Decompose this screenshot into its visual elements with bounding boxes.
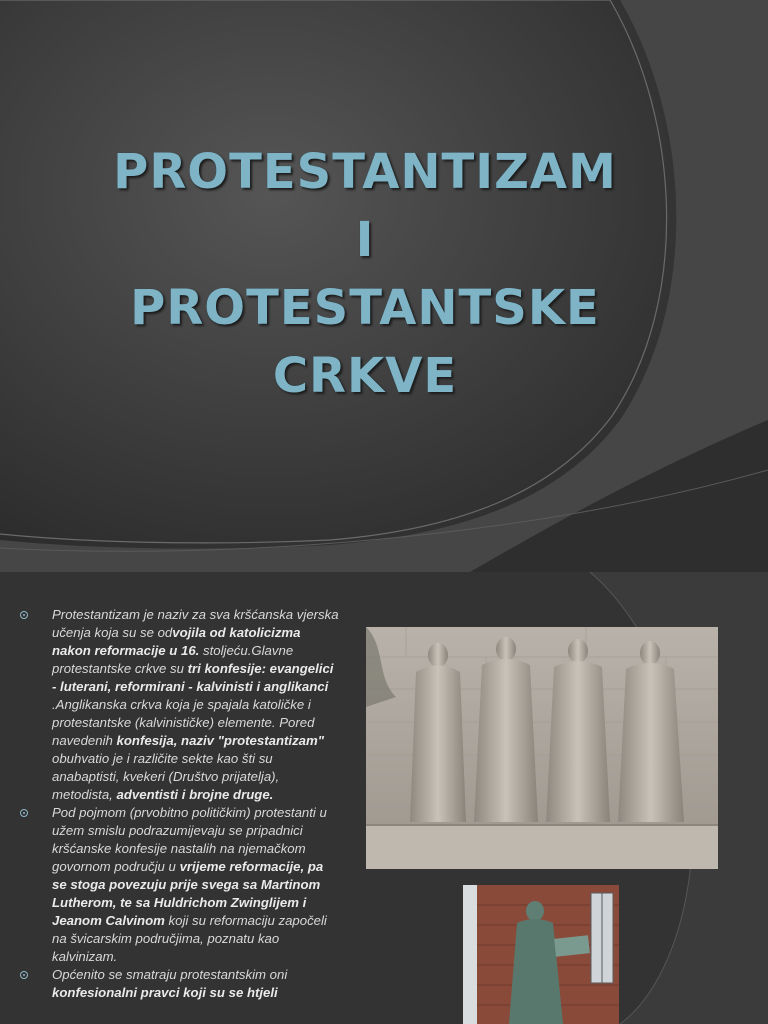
bullet-text-1: Protestantizam je naziv za sva kršćanska vjerska učenja koja su se odvojila od katolicizma nakon reformacije u 16. stoljeću.Glavne protestantske crkve su tri konfesije: evangelici - luterani, reformirani - kalvinisti i anglikanci .Anglikanska crkva koja je spajala katoličke i protestantske (kalvinističke) elemente. Pored navedenih konfesija, naziv "protestantizam" obuhvatio je i različite sekte kao šti su anabaptisti, kvekeri (Društvo prijatelja), metodista, adventisti i brojne druge. [52, 607, 339, 802]
bullet-icon [20, 971, 28, 979]
title-line-4: CRKVE [272, 348, 458, 404]
bullet-text-3: Općenito se smatraju protestantskim oni konfesionalni pravci koji su se htjeli [52, 967, 288, 1000]
bullet-item-3 [20, 966, 340, 1002]
title-line-1: PROTESTANTIZAM [113, 144, 617, 200]
bullet-icon [20, 809, 28, 817]
bullet-item-1 [20, 606, 340, 804]
bullet-item-2 [20, 804, 340, 966]
slide-title [0, 138, 730, 410]
reformation-wall-photo [366, 627, 718, 869]
bullet-text-2: Pod pojmom (prvobitno političkim) protestanti u užem smislu podrazumijevaju se pripadnici kršćanske konfesije nastalih na njemačkom govornom području u vrijeme reformacije, pa se stoga povezuju prije svega sa Martinom Lutherom, te sa Huldrichom Zwinglijem i Jeanom Calvinom koji su reformaciju započeli na švicarskim područjima, poznatu kao kalvinizam. [52, 805, 327, 964]
bullet-icon [20, 611, 28, 619]
title-line-3: PROTESTANTSKE [130, 280, 600, 336]
bullet-list [20, 606, 340, 1002]
title-line-2: I [355, 212, 375, 268]
luther-statue-photo [463, 885, 619, 1024]
